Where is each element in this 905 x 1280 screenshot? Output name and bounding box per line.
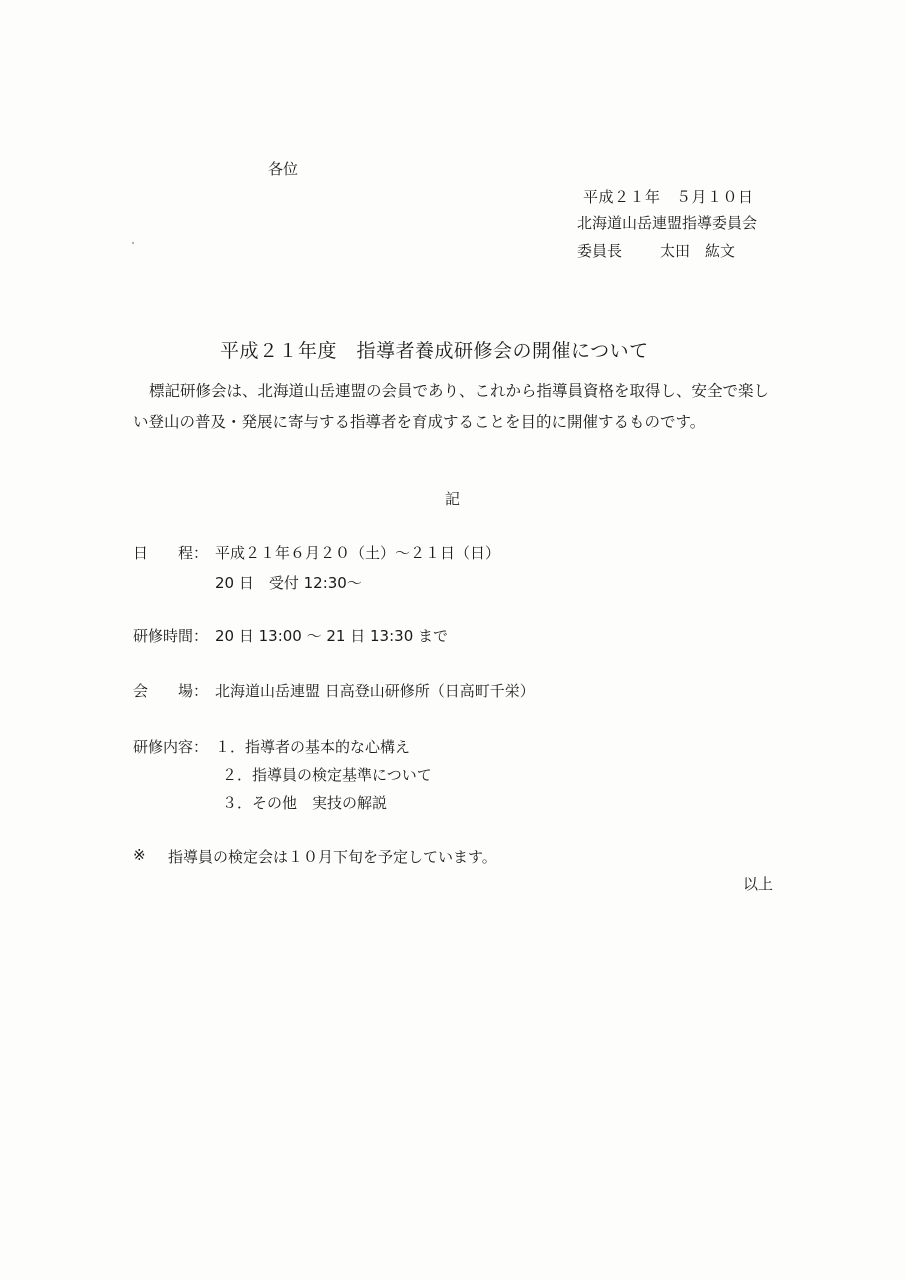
issuing-organization: 北海道山岳連盟指導委員会: [577, 214, 758, 232]
training-time-value: 20 日 13:00 ～ 21 日 13:30 まで: [215, 627, 449, 645]
note-text: 指導員の検定会は１０月下旬を予定しています。: [168, 848, 497, 866]
content-item: ２．指導員の検定基準について: [222, 766, 432, 784]
intro-paragraph: 標記研修会は、北海道山岳連盟の会員であり、これから指導員資格を取得し、安全で楽しい登山の普及・発展に寄与する指導者を育成することを目的に開催するものです。: [133, 382, 770, 431]
addressee: 各位: [268, 160, 299, 178]
note-mark: ※: [133, 846, 146, 864]
reception-time: 20 日 受付 12:30～: [215, 574, 362, 592]
venue-value: 北海道山岳連盟 日高登山研修所（日高町千栄）: [215, 682, 535, 700]
chair-title: 委員長: [577, 242, 623, 260]
ki-heading: 記: [445, 490, 461, 508]
document-title: 平成２１年度 指導者養成研修会の開催について: [220, 340, 649, 362]
content-item: ３．その他 実技の解説: [222, 794, 388, 812]
scan-speck: [132, 242, 134, 244]
document-date: 平成２１年 ５月１０日: [583, 188, 754, 206]
chair-name: 太田 紘文: [660, 242, 736, 260]
schedule-label: 日 程：: [133, 544, 209, 562]
schedule-value: 平成２１年６月２０（土）～２１日（日）: [215, 544, 501, 562]
content-label: 研修内容：: [133, 738, 209, 756]
content-item: １．指導者の基本的な心構え: [215, 738, 411, 756]
closing-mark: 以上: [743, 875, 774, 893]
venue-label: 会 場：: [133, 682, 209, 700]
training-time-label: 研修時間：: [133, 627, 209, 645]
